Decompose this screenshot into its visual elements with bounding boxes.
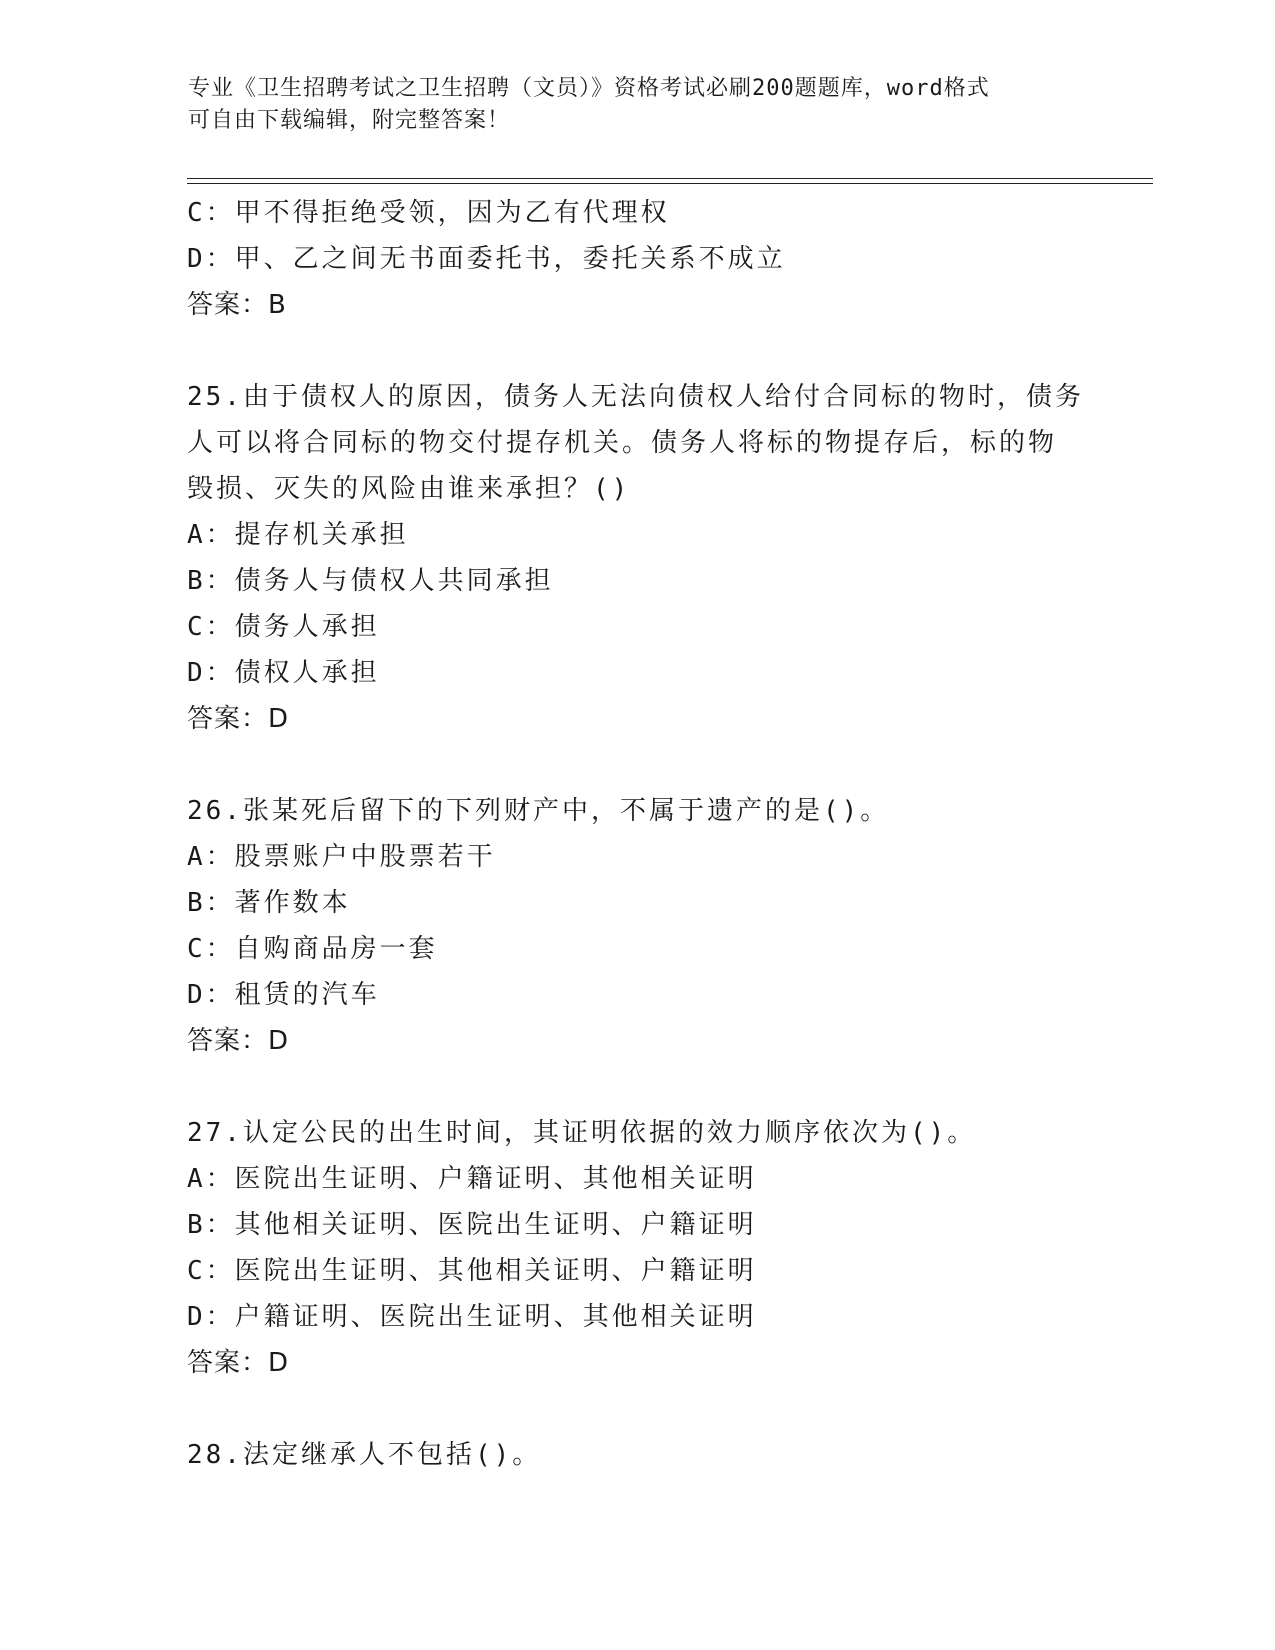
option-a: A：提存机关承担 [187, 520, 409, 550]
question-stem-line: 26.张某死后留下的下列财产中，不属于遗产的是()。 [187, 796, 890, 826]
option-b: B：债务人与债权人共同承担 [187, 566, 554, 596]
question-block-24 [187, 190, 1147, 328]
question-block-27 [187, 1110, 1147, 1386]
option-a: A：医院出生证明、户籍证明、其他相关证明 [187, 1164, 757, 1194]
option-c: C：自购商品房一套 [187, 934, 438, 964]
option-d: D：甲、乙之间无书面委托书，委托关系不成立 [187, 244, 786, 274]
option-d: D：户籍证明、医院出生证明、其他相关证明 [187, 1302, 757, 1332]
header-line-2: 可自由下载编辑，附完整答案！ [188, 108, 511, 133]
option-d: D：债权人承担 [187, 658, 380, 688]
answer-line: 答案：B [187, 290, 287, 320]
option-c: C：甲不得拒绝受领，因为乙有代理权 [187, 198, 670, 228]
answer-line: 答案：D [187, 1348, 290, 1378]
option-c: C：医院出生证明、其他相关证明、户籍证明 [187, 1256, 757, 1286]
question-stem-line: 毁损、灭失的风险由谁来承担？() [187, 474, 631, 504]
question-block-26 [187, 788, 1147, 1064]
question-stem-line: 27.认定公民的出生时间，其证明依据的效力顺序依次为()。 [187, 1118, 977, 1148]
header-rule-top [187, 178, 1153, 179]
answer-line: 答案：D [187, 704, 290, 734]
option-a: A：股票账户中股票若干 [187, 842, 496, 872]
option-d: D：租赁的汽车 [187, 980, 380, 1010]
option-b: B：著作数本 [187, 888, 351, 918]
answer-line: 答案：D [187, 1026, 290, 1056]
option-b: B：其他相关证明、医院出生证明、户籍证明 [187, 1210, 757, 1240]
question-stem-line: 25.由于债权人的原因，债务人无法向债权人给付合同标的物时，债务 [187, 382, 1084, 412]
question-block-25 [187, 374, 1147, 742]
header-line-1: 专业《卫生招聘考试之卫生招聘（文员）》资格考试必刷200题题库，word格式 [188, 76, 990, 101]
question-stem-line: 28.法定继承人不包括()。 [187, 1440, 542, 1470]
question-stem-line: 人可以将合同标的物交付提存机关。债务人将标的物提存后，标的物 [187, 428, 1058, 458]
document-header [188, 73, 1088, 137]
question-list [187, 190, 1147, 1478]
header-rule-bottom [187, 183, 1153, 184]
option-c: C：债务人承担 [187, 612, 380, 642]
question-block-28 [187, 1432, 1147, 1478]
